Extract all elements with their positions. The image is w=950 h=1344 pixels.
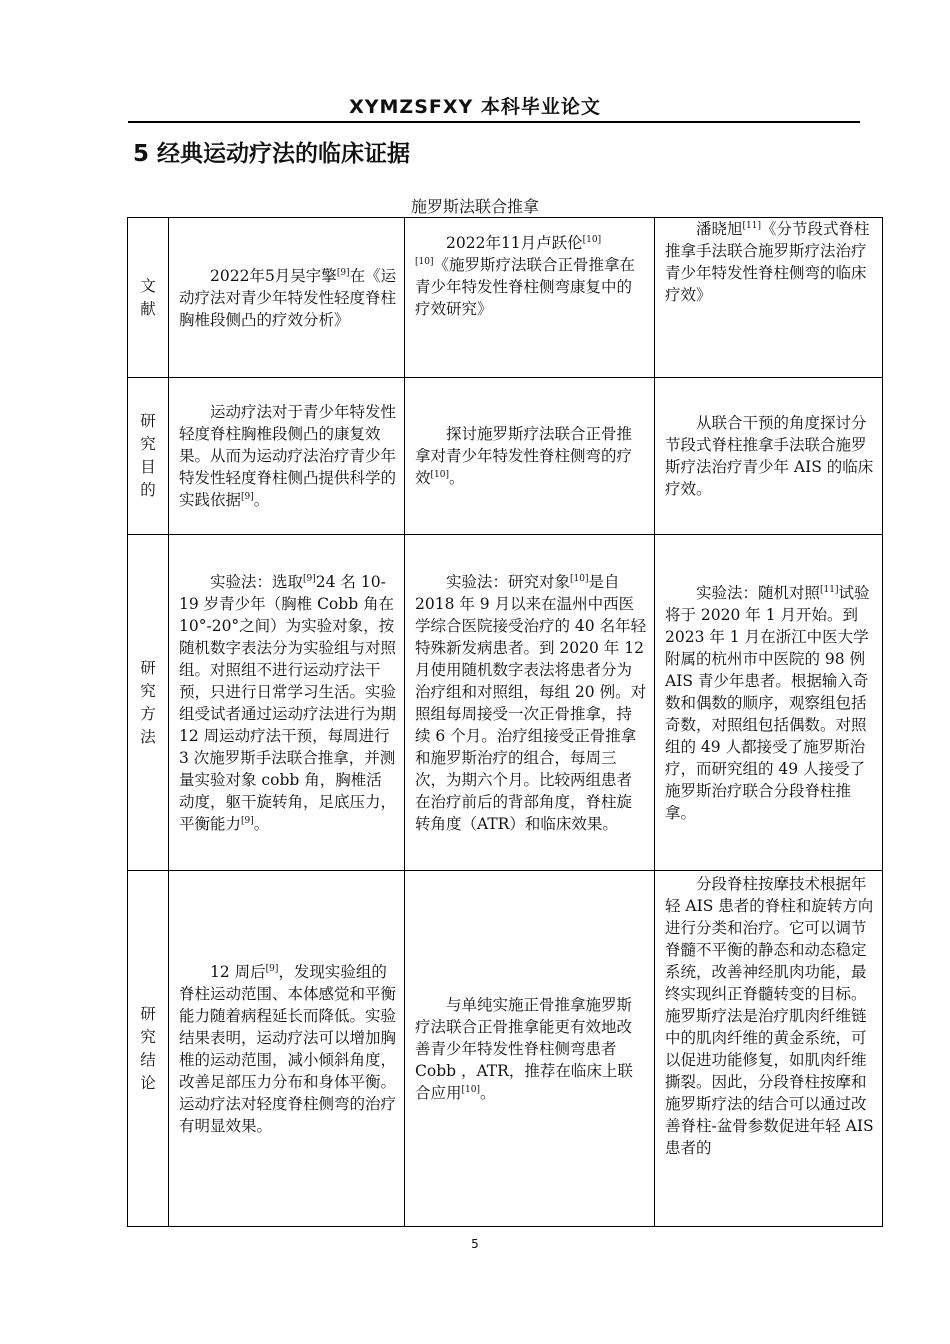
table-cell: 实验法：随机对照[11]试验将于 2020 年 1 月开始。到 2023 年 1 月在浙江中医大学附属的杭州市中医院的 98 例 AIS 青少年患者。根据输入奇数和偶数的顺序，观察组包括奇数，对照组包括偶数。对照组的 49 人都接受了施罗斯治疗，而研究组的 49 人接受了施罗斯治疗联合分段脊柱推拿。 (655, 535, 883, 871)
running-header: XYMZSFXY 本科毕业论文 (349, 96, 601, 118)
table-row (128, 378, 883, 535)
table-row (128, 871, 883, 1227)
table-cell: 12 周后[9]，发现实验组的脊柱运动范围、本体感觉和平衡能力随着病程延长而降低。实验结果表明，运动疗法可以增加胸椎的运动范围，减小倾斜角度，改善足部压力分布和身体平衡。运动疗法对轻度脊柱侧弯的治疗有明显效果。 (169, 871, 405, 1227)
table-row (128, 535, 883, 871)
table-cell: 2022年5月吴宇擎[9]在《运动疗法对青少年特发性轻度脊柱胸椎段侧凸的疗效分析》 (169, 218, 405, 378)
row-label-purpose: 研究目的 (128, 378, 169, 535)
row-label-method: 研究方法 (128, 535, 169, 871)
table-cell: 分段脊柱按摩技术根据年轻 AIS 患者的脊柱和旋转方向进行分类和治疗。它可以调节脊髓不平衡的静态和动态稳定系统，改善神经肌肉功能，最终实现纠正脊髓转变的目标。施罗斯疗法是治疗肌肉纤维链中的肌肉纤维的黄金系统，可以促进功能修复，如肌肉纤维撕裂。因此，分段脊柱按摩和施罗斯疗法的结合可以通过改善脊柱-盆骨参数促进年轻 AIS 患者的 (655, 871, 883, 1227)
table-caption: 施罗斯法联合推拿 (410, 197, 539, 216)
page-number: 5 (471, 1237, 479, 1251)
table-cell: 运动疗法对于青少年特发性轻度脊柱胸椎段侧凸的康复效果。从而为运动疗法治疗青少年特发性轻度脊柱侧凸提供科学的实践依据[9]。 (169, 378, 405, 535)
evidence-table (127, 217, 883, 1227)
header-rule (128, 121, 860, 123)
table-cell: 潘晓旭[11]《分节段式脊柱推拿手法联合施罗斯疗法治疗青少年特发性脊柱侧弯的临床疗效》 (655, 218, 883, 378)
section-heading: 5 经典运动疗法的临床证据 (133, 141, 411, 167)
row-label-literature: 文献 (128, 218, 169, 378)
table-row (128, 218, 883, 378)
table-cell: 与单纯实施正骨推拿施罗斯疗法联合正骨推拿能更有效地改善青少年特发性脊柱侧弯患者 Cobb ，ATR，推荐在临床上联合应用[10]。 (405, 871, 655, 1227)
table-cell: 2022年11月卢跃伦[10] [10]《施罗斯疗法联合正骨推拿在青少年特发性脊柱侧弯康复中的疗效研究》 (405, 218, 655, 378)
table-cell: 从联合干预的角度探讨分节段式脊柱推拿手法联合施罗斯疗法治疗青少年 AIS 的临床疗效。 (655, 378, 883, 535)
table-cell: 实验法：研究对象[10]是自 2018 年 9 月以来在温州中西医学综合医院接受治疗的 40 名年轻特殊新发病患者。到 2020 年 12 月使用随机数字表法将患者分为治疗组和对照组，每组 20 例。对照组每周接受一次正骨推拿，持续 6 个月。治疗组接受正骨推拿和施罗斯治疗的组合，每周三次，为期六个月。比较两组患者在治疗前后的背部角度，脊柱旋转角度（ATR）和临床效果。 (405, 535, 655, 871)
table-cell: 探讨施罗斯疗法联合正骨推拿对青少年特发性脊柱侧弯的疗效[10]。 (405, 378, 655, 535)
row-label-conclusion: 研究结论 (128, 871, 169, 1227)
table-cell: 实验法：选取[9]24 名 10-19 岁青少年（胸椎 Cobb 角在 10°-20°之间）为实验对象，按随机数字表法分为实验组与对照组。对照组不进行运动疗法干预，只进行日常学习生活。实验组受试者通过运动疗法进行为期 12 周运动疗法干预，每周进行 3 次施罗斯手法联合推拿，并测量实验对象 cobb 角，胸椎活动度，躯干旋转角，足底压力，平衡能力[9]。 (169, 535, 405, 871)
